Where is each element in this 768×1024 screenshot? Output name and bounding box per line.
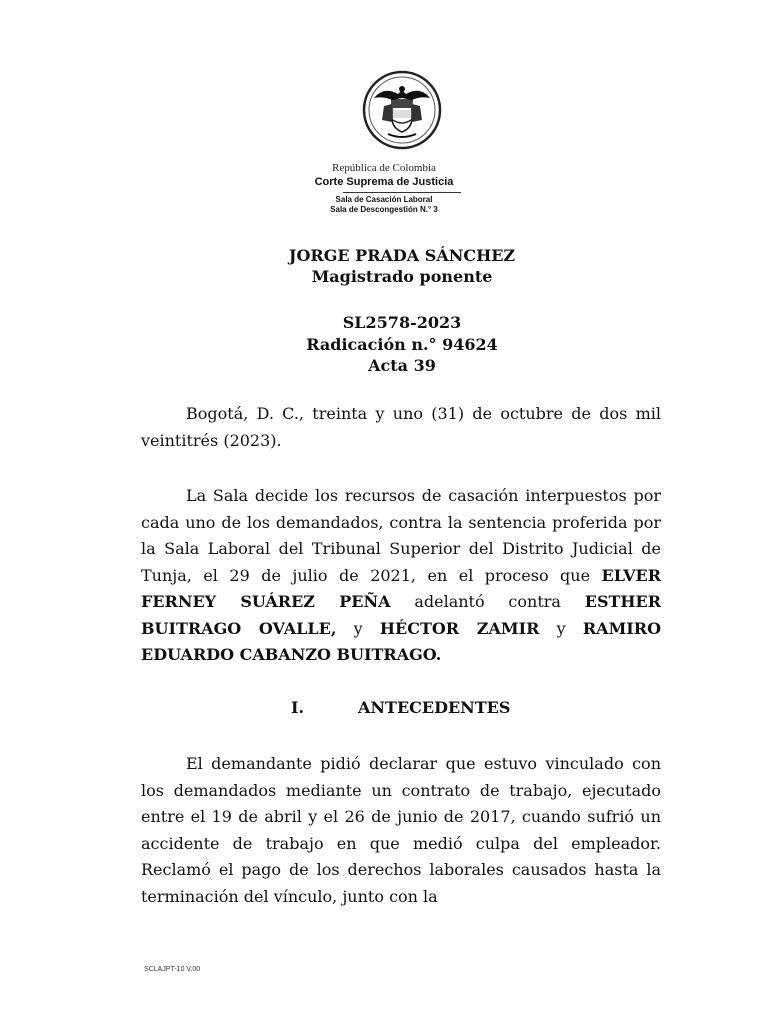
radicacion-number: Radicación n.° 94624 <box>306 335 498 354</box>
section-heading <box>291 698 510 717</box>
antecedentes-paragraph <box>141 751 661 910</box>
intro-paragraph <box>141 483 661 669</box>
section-title: ANTECEDENTES <box>358 698 511 717</box>
institution-sala-descongestion: Sala de Descongestión N.° 3 <box>330 205 438 214</box>
institution-court: Corte Suprema de Justicia <box>314 176 454 188</box>
defendant-2-name: HÉCTOR ZAMIR <box>379 618 540 638</box>
intro-text-1: La Sala decide los recursos de casación interpuestos por cada uno de los demandados, contra la sentencia proferida por la Sala Laboral del Tribunal Superior del Distrito Judicial de Tunja, el 29 de julio de 2021, en el proceso que <box>141 486 661 585</box>
institution-country: República de Colombia <box>332 162 436 174</box>
institution-sala-laboral: Sala de Casación Laboral <box>335 195 433 204</box>
institution-divider <box>343 192 461 193</box>
date-text: Bogotá, D. C., treinta y uno (31) de octubre de dos mil veintitrés (2023). <box>141 404 661 450</box>
magistrate-name: JORGE PRADA SÁNCHEZ <box>288 246 516 265</box>
date-paragraph <box>141 401 661 454</box>
defendant-3-name: RAMIRO EDUARDO CABANZO BUITRAGO. <box>141 618 661 664</box>
document-footer-code: SCLAJPT-10 V.00 <box>144 966 201 973</box>
intro-text-3: y <box>336 618 380 638</box>
ruling-number: SL2578-2023 <box>342 313 462 332</box>
intro-text <box>141 483 661 669</box>
intro-text-2: adelantó contra <box>390 592 585 611</box>
acta-number: Acta 39 <box>368 356 436 375</box>
coat-of-arms-seal <box>362 70 442 150</box>
magistrate-role: Magistrado ponente <box>311 267 493 286</box>
plaintiff-name: ELVER FERNEY SUÁREZ PEÑA <box>141 565 661 611</box>
antecedentes-text: El demandante pidió declarar que estuvo vinculado con los demandados mediante un contrato de trabajo, ejecutado entre el 19 de abril y el 26 de junio de 2017, cuando sufrió un accidente de trabajo en que medió culpa del empleador. Reclamó el pago de los derechos laborales causados hasta la terminación del vínculo, junto con la <box>141 754 661 906</box>
defendant-1-name: ESTHER BUITRAGO OVALLE, <box>141 592 662 638</box>
section-number: I. <box>291 698 305 717</box>
intro-text-4: y <box>539 618 583 638</box>
